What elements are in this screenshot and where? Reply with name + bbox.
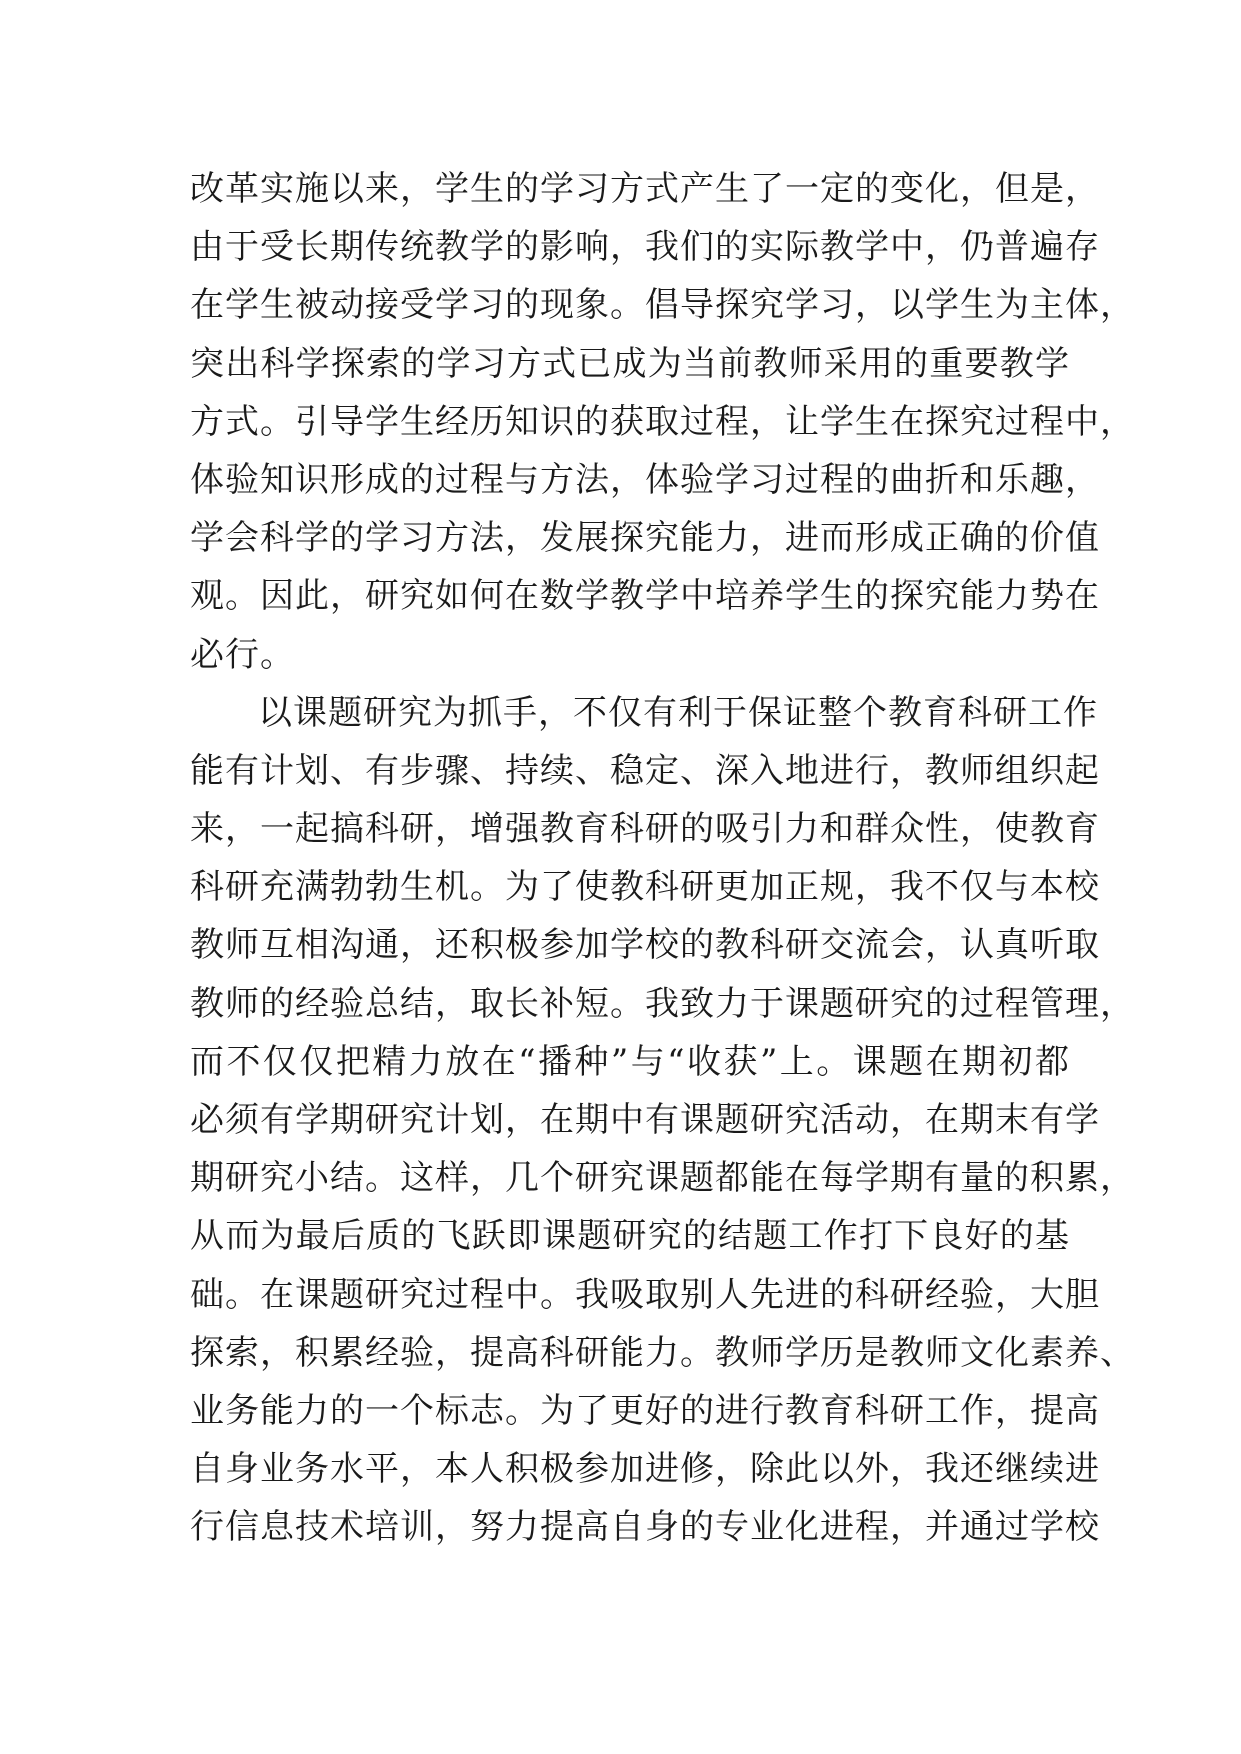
text-line: 由于受长期传统教学的影响，我们的实际教学中，仍普遍存 [190, 227, 1100, 268]
text-line: 观。因此，研究如何在数学教学中培养学生的探究能力势在 [190, 576, 1100, 617]
text-line: 自身业务水平，本人积极参加进修，除此以外，我还继续进 [190, 1449, 1100, 1490]
text-line: 突出科学探索的学习方式已成为当前教师采用的重要教学 [190, 343, 1070, 384]
text-line: 来，一起搞科研，增强教育科研的吸引力和群众性，使教育 [190, 809, 1100, 850]
text-line: 业务能力的一个标志。为了更好的进行教育科研工作，提高 [190, 1390, 1100, 1431]
text-line: 学会科学的学习方法，发展探究能力，进而形成正确的价值 [190, 518, 1100, 559]
text-line: 础。在课题研究过程中。我吸取别人先进的科研经验，大胆 [190, 1274, 1100, 1315]
text-line: 以课题研究为抓手，不仅有利于保证整个教育科研工作 [258, 692, 1098, 733]
text-line: 必须有学期研究计划，在期中有课题研究活动，在期末有学 [190, 1100, 1100, 1140]
text-line: 从而为最后质的飞跃即课题研究的结题工作打下良好的基 [190, 1216, 1070, 1257]
text-line: 科研充满勃勃生机。为了使教科研更加正规，我不仅与本校 [190, 867, 1100, 908]
text-line: 教师互相沟通，还积极参加学校的教科研交流会，认真听取 [190, 925, 1100, 966]
text-line: 而不仅仅把精力放在“播种”与“收获”上。课题在期初都 [190, 1041, 1070, 1082]
text-line: 能有计划、有步骤、持续、稳定、深入地进行，教师组织起 [190, 750, 1100, 791]
body-text [190, 160, 1135, 1557]
text-line: 期研究小结。这样，几个研究课题都能在每学期有量的积累， [190, 1158, 1135, 1199]
text-line: 体验知识形成的过程与方法，体验学习过程的曲折和乐趣， [190, 459, 1100, 500]
text-line: 方式。引导学生经历知识的获取过程，让学生在探究过程中， [190, 401, 1135, 442]
text-line: 探索，积累经验，提高科研能力。教师学历是教师文化素养、 [190, 1332, 1135, 1373]
text-line: 在学生被动接受学习的现象。倡导探究学习，以学生为主体， [190, 285, 1135, 326]
text-line: 改革实施以来，学生的学习方式产生了一定的变化，但是， [190, 169, 1100, 209]
text-line: 教师的经验总结，取长补短。我致力于课题研究的过程管理， [190, 983, 1135, 1024]
paragraph-1 [190, 160, 1135, 684]
text-line: 必行。 [190, 634, 295, 675]
text-line: 行信息技术培训，努力提高自身的专业化进程，并通过学校 [190, 1507, 1100, 1548]
paragraph-2 [190, 684, 1135, 1557]
